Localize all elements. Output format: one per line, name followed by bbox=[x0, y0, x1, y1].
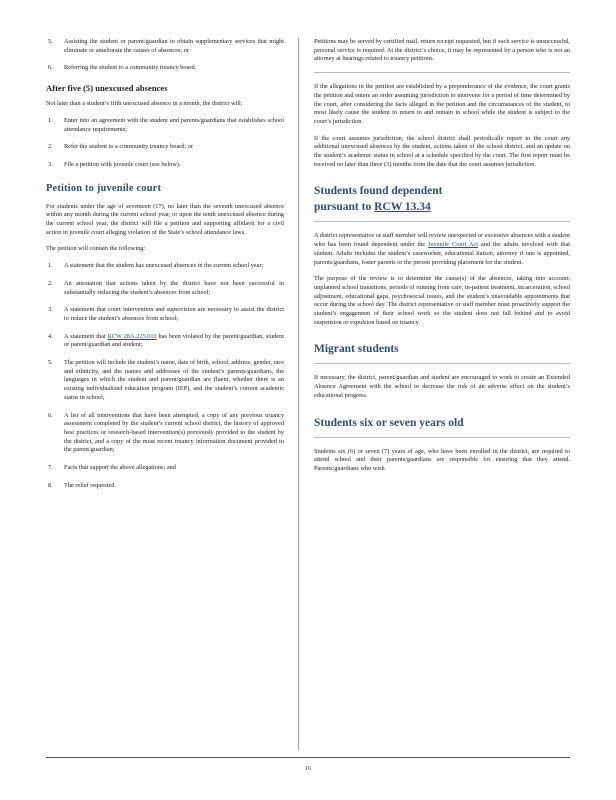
six-seven-heading: Students six or seven years old bbox=[314, 416, 464, 429]
list-item bbox=[46, 482, 284, 491]
section-divider bbox=[314, 363, 570, 364]
dependent-heading-pre: pursuant to bbox=[314, 201, 375, 214]
item-number: 8. bbox=[48, 481, 53, 489]
list-item bbox=[46, 117, 284, 134]
list-item bbox=[46, 412, 284, 456]
list-item bbox=[46, 359, 284, 403]
migrant-paragraph: If necessary, the district, parent/guardian and student are encouraged to work to create an Extended Absence Agreement with the school to decrease the risk of an adverse effect on the student’s educational progress. bbox=[314, 374, 570, 399]
migrant-heading: Migrant students bbox=[314, 343, 399, 356]
item-number: 5. bbox=[48, 38, 53, 45]
juvenile-court-act-link[interactable]: Juvenile Court Act bbox=[428, 241, 479, 249]
item-text: A statement that court intervention and supervision are necessary to assist the district to reduce the student’s absences from school; bbox=[64, 306, 284, 322]
rcw-13-34-link[interactable]: RCW 13.34 bbox=[374, 201, 431, 214]
petition-heading: Petition to juvenile court bbox=[46, 182, 162, 194]
column-divider bbox=[298, 38, 299, 750]
list-item bbox=[46, 262, 284, 271]
item-text: Enter into an agreement with the student and parents/guardians that establishes school attendance requirements; bbox=[64, 116, 284, 133]
item-number: 3. bbox=[48, 160, 53, 168]
item-text: The relief requested. bbox=[64, 481, 116, 489]
footer-rule bbox=[46, 757, 570, 758]
list-item bbox=[46, 143, 284, 152]
list-item bbox=[46, 161, 284, 170]
section-divider bbox=[314, 72, 570, 73]
jurisdiction-paragraph: If the court assumes jurisdiction, the school district shall periodically report to the court any additional unexcused absences by the student, actions taken of the school district, and an update on the student’s academic status in school at a schedule specified by the court. The first report must be received no later than three (3) months from the date that the court assumes jurisdiction. bbox=[314, 134, 570, 168]
item-number: 7. bbox=[48, 464, 53, 472]
section-divider bbox=[314, 437, 570, 438]
allegations-paragraph: If the allegations in the petition are established by a preponderance of the evidence, the court grants the petition and enters an order assuming jurisdiction to intervene for a period of time determined by the court, after considering the facts alleged in the petition and the circumstances of the student, to most likely cause the student to return to and remain in school while the student is subject to the court’s jurisdiction. bbox=[314, 83, 570, 125]
after-five-heading: After five (5) unexcused absences bbox=[46, 83, 168, 94]
rcw-28a-link[interactable]: RCW 28A.225.010 bbox=[107, 332, 157, 340]
petition-paragraph: For students under the age of seventeen (17), no later than the seventh unexcused absence within any month during the current school year, or upon the tenth unexcused absence during the current school year, the district will file a petition and supporting affidavit for a civil action in juvenile court alleging violation of the State’s school attendance laws. bbox=[46, 202, 284, 236]
item-number: 2. bbox=[48, 279, 53, 287]
petition-contains: The petition will contain the following: bbox=[46, 245, 146, 253]
item-text: An attestation that actions taken by the district have not been successful in substantially reducing the student’s absences from school; bbox=[64, 279, 284, 296]
migrant-heading-block bbox=[314, 341, 570, 357]
six-seven-heading-block bbox=[314, 415, 570, 431]
item-text: Facts that support the above allegations; and bbox=[64, 464, 176, 472]
item-number: 2. bbox=[48, 143, 53, 151]
item-text: The petition will include the student’s name, date of birth, school, address, gender, race and ethnicity, and the names and addresses of the student’s parents/guardians, the languages in which the student and parent/guardian are fluent, whether there is an existing individualized education program (IEP), and the student’s current academic status in school; bbox=[64, 359, 284, 401]
dependent-heading bbox=[314, 183, 570, 215]
dependent-heading-line1: Students found dependent bbox=[314, 185, 443, 198]
right-column bbox=[314, 38, 570, 482]
section-divider bbox=[314, 221, 570, 222]
list-item bbox=[46, 464, 284, 473]
after-five-list bbox=[46, 117, 284, 170]
item-text: Referring the student to a community truancy board. bbox=[64, 64, 197, 72]
list-item bbox=[46, 38, 284, 55]
item-number: 1. bbox=[48, 262, 53, 270]
item-number: 3. bbox=[48, 306, 53, 314]
item-number: 1. bbox=[48, 116, 53, 124]
item-text-pre: A statement that bbox=[64, 332, 108, 340]
item-text: Assisting the student or parent/guardian to obtain supplementary services that might eliminate or ameliorate the causes of absences; or bbox=[64, 38, 284, 54]
item-text: File a petition with juvenile court (see below). bbox=[64, 160, 181, 168]
intro-list bbox=[46, 38, 284, 73]
six-seven-paragraph: Students six (6) or seven (7) years of age, who have been enrolled in the district, are required to attend school and their parents/guardians are responsible for ensuring that they attend. Parents/guardians who wish bbox=[314, 447, 570, 472]
item-number: 6. bbox=[48, 64, 53, 72]
item-text: A list of all interventions that have been attempted, a copy of any previous truancy assessment completed by the student’s current school district, the history of approved best practices or research-based intervention(s) previously provided to the student by the district, and a copy of the most recent truancy information document provided to the parent/guardian; bbox=[64, 411, 284, 454]
dependent-para1-pre: A district representative or staff member will review unexpected or excessive absences with a student who has been found dependent under the bbox=[314, 232, 570, 249]
dependent-paragraph-1 bbox=[314, 232, 570, 267]
dependent-heading-line2 bbox=[314, 199, 570, 215]
item-number: 4. bbox=[48, 332, 53, 340]
item-text: A statement that the student has unexcused absences in the current school year; bbox=[64, 262, 264, 270]
list-item bbox=[46, 333, 284, 350]
petition-list bbox=[46, 262, 284, 490]
page-number: 16 bbox=[305, 766, 311, 772]
list-item bbox=[46, 64, 284, 73]
after-five-intro: Not later than a student’s fifth unexcused absence in a month, the district will: bbox=[46, 100, 243, 108]
left-column bbox=[46, 38, 284, 500]
dependent-paragraph-2: The purpose of the review is to determine the cause(s) of the absences, taking into account: unplanned school transitions, periods of running from care, in-patient treatment, incarceration, school adjustment, educational gaps, psychosocial issues, and the student’s unavoidable appointments that occur during the school day. The district representative or staff member must proactively support the student’s engagement of their school work so the student does not fall behind and to avoid suspension or expulsion based on truancy. bbox=[314, 275, 570, 326]
list-item bbox=[46, 280, 284, 297]
item-number: 6. bbox=[48, 411, 53, 419]
served-paragraph: Petitions may be served by certified mail, return receipt requested, but if such service is unsuccessful, personal service is required. At the district’s choice, it may be represented by a person who is not an attorney at hearings related to truancy petitions. bbox=[314, 38, 570, 63]
item-number: 5. bbox=[48, 359, 53, 367]
item-text: Refer the student to a community truancy board; or bbox=[64, 143, 194, 151]
dependent-para1-post: and the adults involved with that student. Adults includes the student’s caseworker, educational liaison, attorney if one is appointed, parents/guardians, foster parents or the person providing placement for the student. bbox=[314, 241, 570, 266]
item-text-post: has been violated by the parent/guardian, student or parent/guardian and student; bbox=[64, 332, 284, 349]
list-item bbox=[46, 306, 284, 323]
